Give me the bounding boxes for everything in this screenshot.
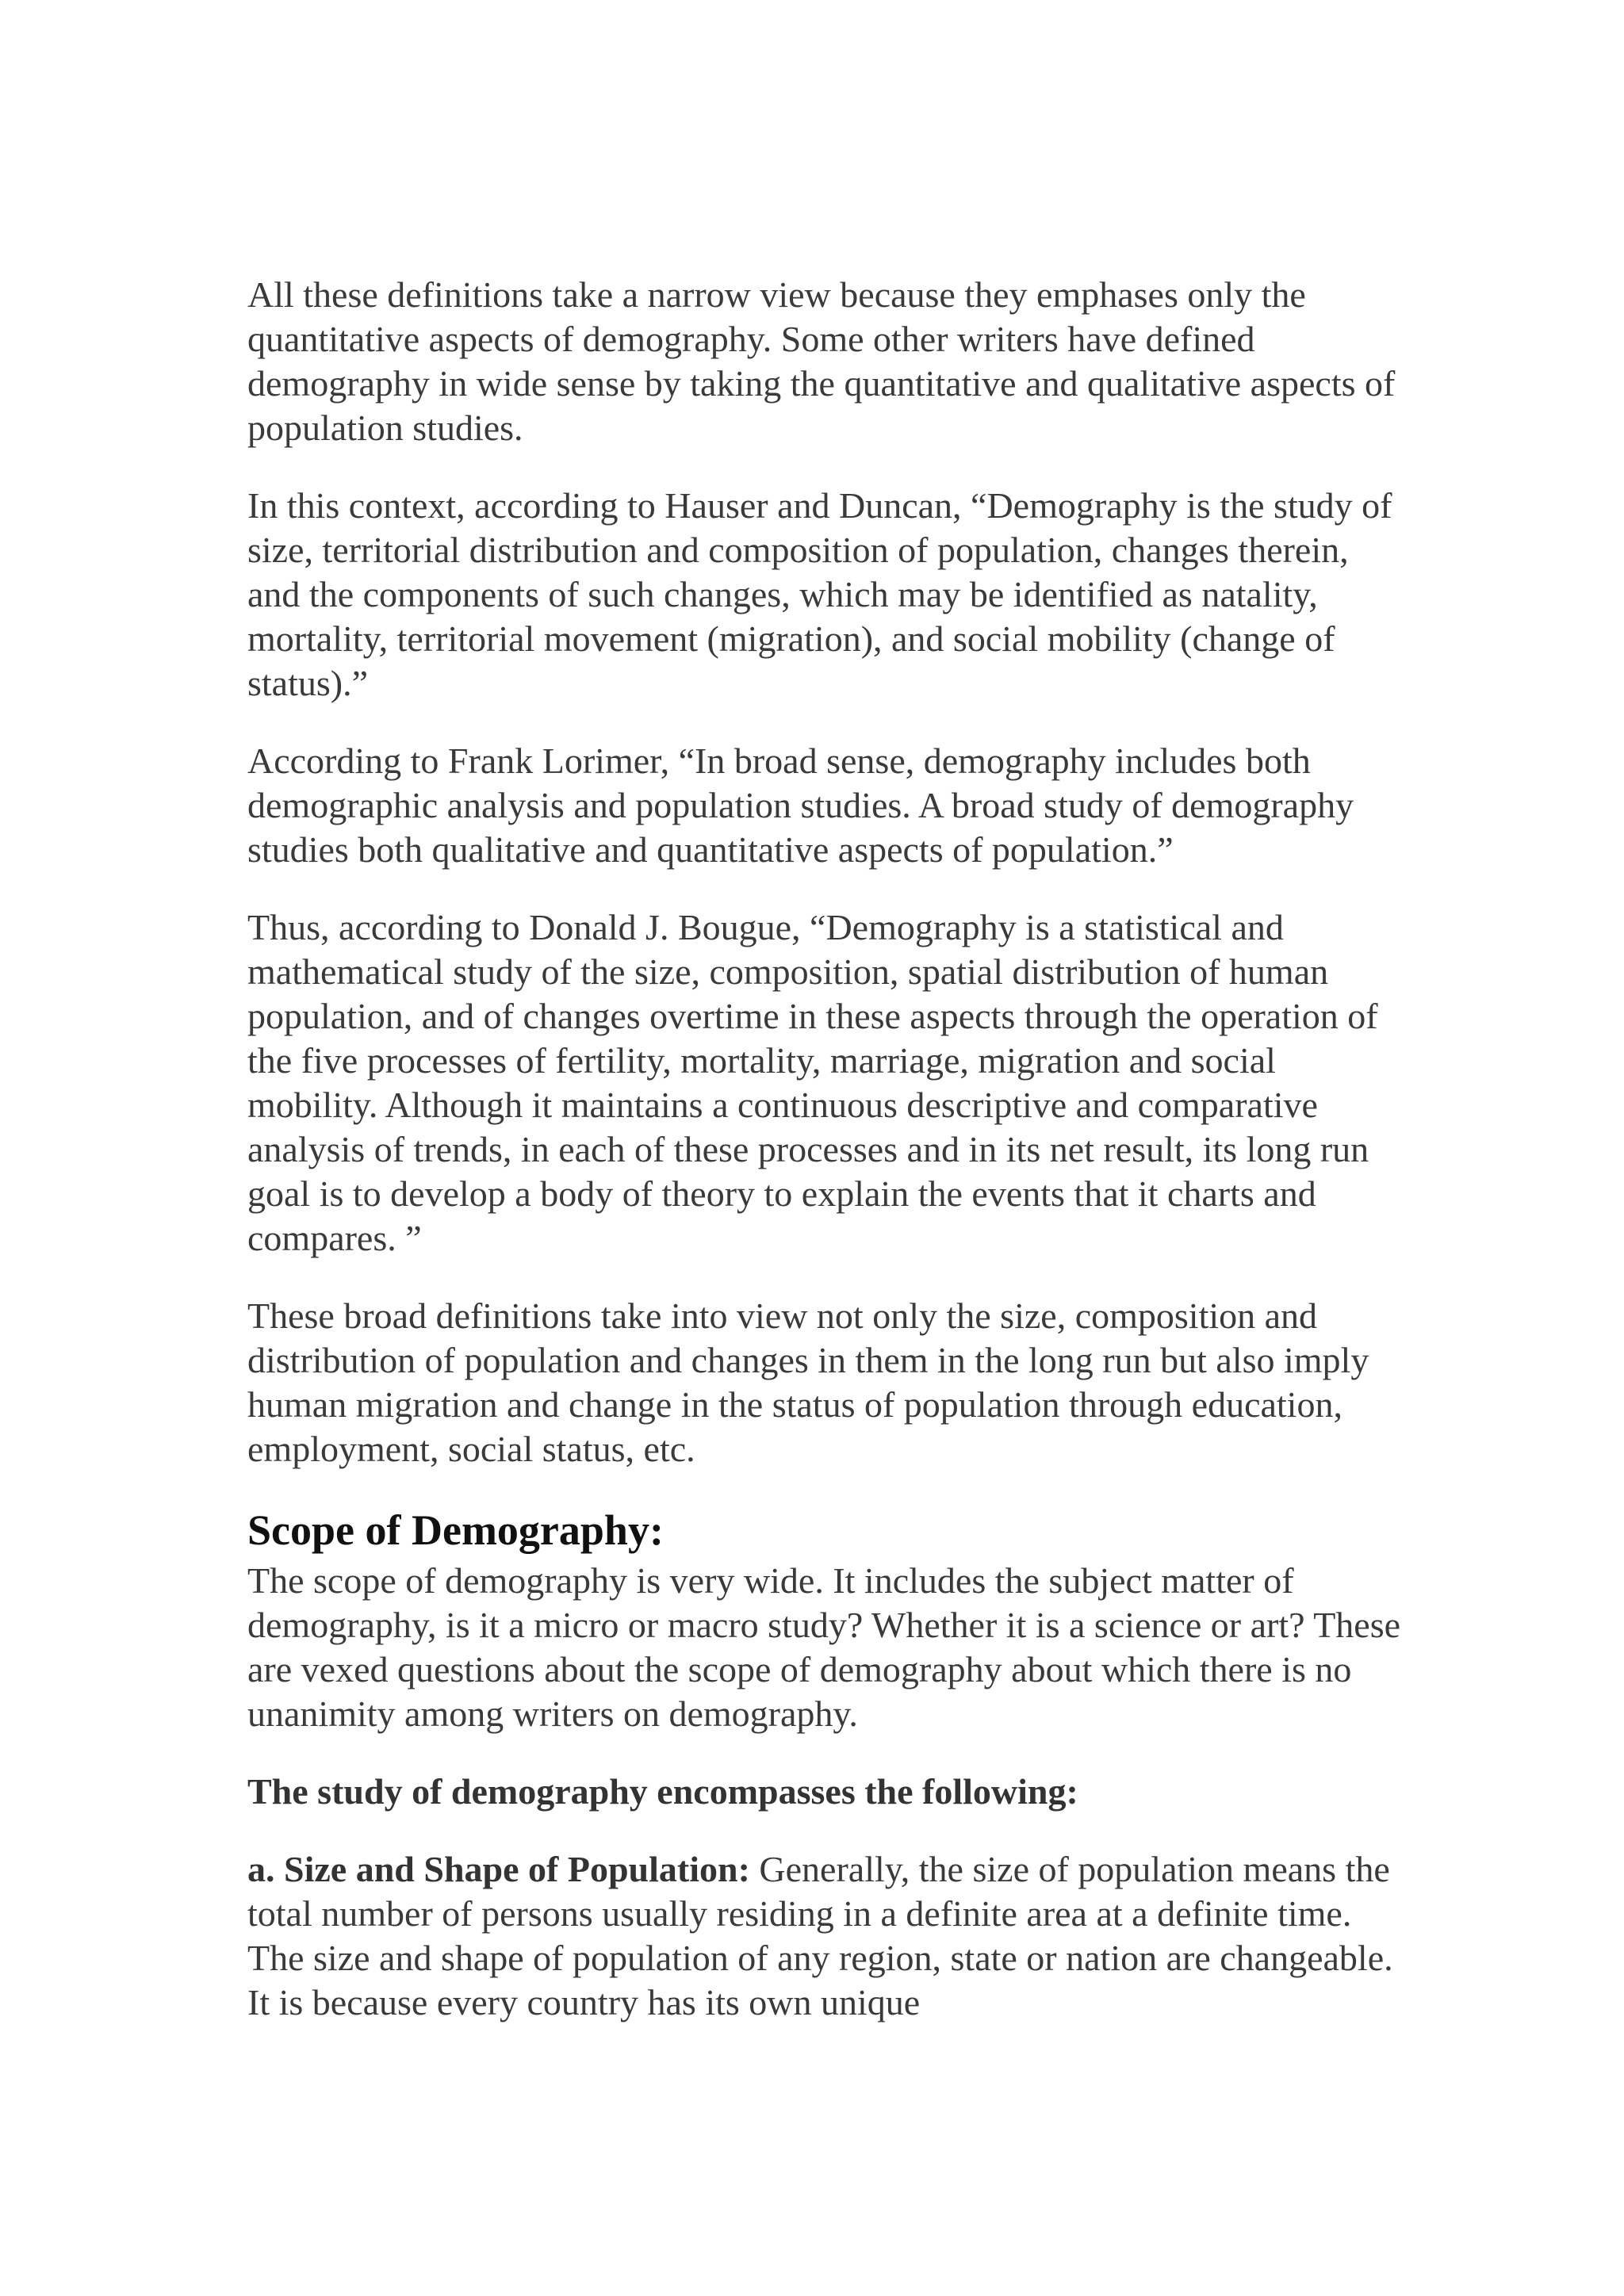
term-size-shape: a. Size and Shape of Population: [247, 1849, 750, 1889]
document-page [247, 273, 1405, 2058]
paragraph-narrow-view: All these definitions take a narrow view because they emphases only the quantitative aspects of demography. Some other writers have defined demography in wide sense by taking the quantitative and qualitative aspects of population studies. [247, 274, 1396, 448]
paragraph-size-shape [247, 1847, 1405, 2025]
section-heading-scope: Scope of Demography: [247, 1506, 664, 1554]
paragraph-donald-bougue: Thus, according to Donald J. Bougue, “Demography is a statistical and mathematical study of the size, composition, spatial distribution of human population, and of changes overtime in these aspects through the operation of the five processes of fertility, mortality, marriage, migration and social mobility. Although it maintains a continuous descriptive and comparative analysis of trends, in each of these processes and in its net result, its long run goal is to develop a body of theory to explain the events that it charts and compares. ” [247, 907, 1378, 1258]
paragraph-hauser-duncan: In this context, according to Hauser and Duncan, “Demography is the study of size, territorial distribution and composition of population, changes therein, and the components of such changes, which may be identified as natality, mortality, territorial movement (migration), and social mobility (change of status).” [247, 485, 1392, 703]
paragraph-frank-lorimer: According to Frank Lorimer, “In broad sense, demography includes both demographic analysis and population studies. A broad study of demography studies both qualitative and quantitative aspects of population.” [247, 740, 1354, 870]
subheading-encompasses: The study of demography encompasses the following: [247, 1771, 1078, 1812]
paragraph-broad-definitions: These broad definitions take into view not only the size, composition and distribution of population and changes in them in the long run but also imply human migration and change in the status of population through education, employment, social status, etc. [247, 1295, 1369, 1469]
paragraph-scope: The scope of demography is very wide. It includes the subject matter of demography, is it a micro or macro study? Whether it is a science or art? These are vexed questions about the scope of demography about which there is no unanimity among writers on demography. [247, 1560, 1401, 1734]
text-size-shape: Generally, the size of population means the total number of persons usually residing in a definite area at a definite time. The size and shape of population of any region, state or nation are changeable. It is because every country has its own unique [247, 1849, 1393, 2022]
